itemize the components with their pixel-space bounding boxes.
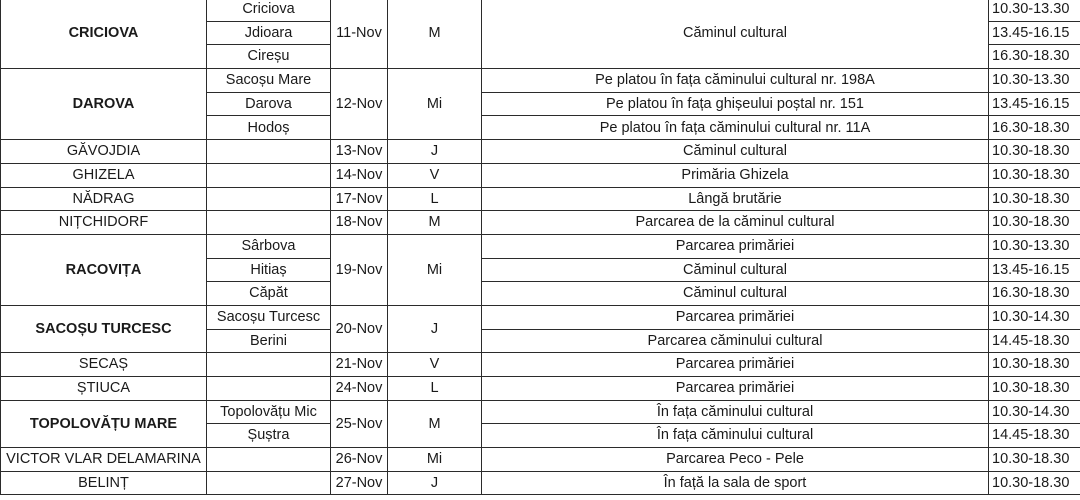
village-cell: Hodoș — [207, 116, 331, 140]
commune-cell: DAROVA — [1, 69, 207, 140]
day-cell: M — [388, 400, 482, 447]
village-cell — [207, 353, 331, 377]
time-cell: 10.30-18.30 — [989, 353, 1080, 377]
table-row — [1, 471, 1080, 495]
village-cell: Topolovățu Mic — [207, 400, 331, 424]
commune-cell: RACOVIȚA — [1, 234, 207, 305]
day-cell: J — [388, 471, 482, 495]
time-cell: 14.45-18.30 — [989, 424, 1080, 448]
time-cell: 10.30-14.30 — [989, 400, 1080, 424]
village-cell: Șuștra — [207, 424, 331, 448]
location-cell: Primăria Ghizela — [482, 163, 989, 187]
day-cell: M — [388, 0, 482, 69]
time-cell: 10.30-18.30 — [989, 211, 1080, 235]
commune-cell: BELINȚ — [1, 471, 207, 495]
village-cell — [207, 377, 331, 401]
commune-cell: GHIZELA — [1, 163, 207, 187]
commune-cell: VICTOR VLAR DELAMARINA — [1, 448, 207, 472]
time-cell: 13.45-16.15 — [989, 258, 1080, 282]
table-row — [1, 305, 1080, 329]
time-cell: 10.30-13.30 — [989, 0, 1080, 21]
commune-cell: NIȚCHIDORF — [1, 211, 207, 235]
time-cell: 10.30-14.30 — [989, 305, 1080, 329]
day-cell: Mi — [388, 234, 482, 305]
table-row — [1, 234, 1080, 258]
day-cell: M — [388, 211, 482, 235]
commune-cell: ȘTIUCA — [1, 377, 207, 401]
village-cell: Berini — [207, 329, 331, 353]
location-cell: Pe platou în fața ghișeului poștal nr. 151 — [482, 92, 989, 116]
location-cell: Căminul cultural — [482, 0, 989, 69]
time-cell: 13.45-16.15 — [989, 21, 1080, 45]
location-cell: Pe platou în fața căminului cultural nr. 198A — [482, 69, 989, 93]
location-cell: Parcarea primăriei — [482, 234, 989, 258]
date-cell: 18-Nov — [331, 211, 388, 235]
day-cell: L — [388, 187, 482, 211]
day-cell: V — [388, 353, 482, 377]
date-cell: 26-Nov — [331, 448, 388, 472]
time-cell: 10.30-18.30 — [989, 187, 1080, 211]
date-cell: 27-Nov — [331, 471, 388, 495]
table-row — [1, 377, 1080, 401]
location-cell: Parcarea primăriei — [482, 305, 989, 329]
day-cell: Mi — [388, 69, 482, 140]
village-cell — [207, 187, 331, 211]
village-cell — [207, 471, 331, 495]
table-row — [1, 211, 1080, 235]
time-cell: 10.30-13.30 — [989, 234, 1080, 258]
table-row — [1, 187, 1080, 211]
village-cell: Hitiaș — [207, 258, 331, 282]
village-cell: Jdioara — [207, 21, 331, 45]
location-cell: Lângă brutărie — [482, 187, 989, 211]
commune-cell: NĂDRAG — [1, 187, 207, 211]
time-cell: 16.30-18.30 — [989, 282, 1080, 306]
village-cell: Sacoșu Mare — [207, 69, 331, 93]
location-cell: Parcarea primăriei — [482, 377, 989, 401]
location-cell: Căminul cultural — [482, 140, 989, 164]
date-cell: 12-Nov — [331, 69, 388, 140]
table-row — [1, 353, 1080, 377]
date-cell: 21-Nov — [331, 353, 388, 377]
date-cell: 14-Nov — [331, 163, 388, 187]
commune-cell: GĂVOJDIA — [1, 140, 207, 164]
location-cell: În fața căminului cultural — [482, 424, 989, 448]
time-cell: 10.30-18.30 — [989, 448, 1080, 472]
village-cell: Cireșu — [207, 45, 331, 69]
location-cell: Parcarea Peco - Pele — [482, 448, 989, 472]
table-row — [1, 163, 1080, 187]
table-row — [1, 140, 1080, 164]
commune-cell: CRICIOVA — [1, 0, 207, 69]
day-cell: L — [388, 377, 482, 401]
date-cell: 13-Nov — [331, 140, 388, 164]
village-cell: Sârbova — [207, 234, 331, 258]
day-cell: J — [388, 305, 482, 352]
table-row — [1, 448, 1080, 472]
date-cell: 25-Nov — [331, 400, 388, 447]
village-cell — [207, 163, 331, 187]
time-cell: 13.45-16.15 — [989, 92, 1080, 116]
village-cell: Criciova — [207, 0, 331, 21]
location-cell: Parcarea de la căminul cultural — [482, 211, 989, 235]
time-cell: 10.30-13.30 — [989, 69, 1080, 93]
day-cell: J — [388, 140, 482, 164]
location-cell: Parcarea primăriei — [482, 353, 989, 377]
commune-cell: SACOȘU TURCESC — [1, 305, 207, 352]
village-cell — [207, 140, 331, 164]
time-cell: 10.30-18.30 — [989, 140, 1080, 164]
village-cell: Darova — [207, 92, 331, 116]
schedule-body — [1, 0, 1080, 495]
village-cell — [207, 211, 331, 235]
time-cell: 10.30-18.30 — [989, 377, 1080, 401]
location-cell: Căminul cultural — [482, 282, 989, 306]
date-cell: 11-Nov — [331, 0, 388, 69]
table-row — [1, 400, 1080, 424]
location-cell: În față la sala de sport — [482, 471, 989, 495]
day-cell: Mi — [388, 448, 482, 472]
table-row — [1, 69, 1080, 93]
time-cell: 10.30-18.30 — [989, 163, 1080, 187]
village-cell: Căpăt — [207, 282, 331, 306]
time-cell: 16.30-18.30 — [989, 45, 1080, 69]
village-cell: Sacoșu Turcesc — [207, 305, 331, 329]
commune-cell: TOPOLOVĂȚU MARE — [1, 400, 207, 447]
day-cell: V — [388, 163, 482, 187]
time-cell: 10.30-18.30 — [989, 471, 1080, 495]
date-cell: 17-Nov — [331, 187, 388, 211]
location-cell: În fața căminului cultural — [482, 400, 989, 424]
location-cell: Căminul cultural — [482, 258, 989, 282]
date-cell: 24-Nov — [331, 377, 388, 401]
date-cell: 20-Nov — [331, 305, 388, 352]
location-cell: Parcarea căminului cultural — [482, 329, 989, 353]
time-cell: 16.30-18.30 — [989, 116, 1080, 140]
time-cell: 14.45-18.30 — [989, 329, 1080, 353]
table-row — [1, 0, 1080, 21]
location-cell: Pe platou în fața căminului cultural nr. 11A — [482, 116, 989, 140]
village-cell — [207, 448, 331, 472]
commune-cell: SECAȘ — [1, 353, 207, 377]
date-cell: 19-Nov — [331, 234, 388, 305]
